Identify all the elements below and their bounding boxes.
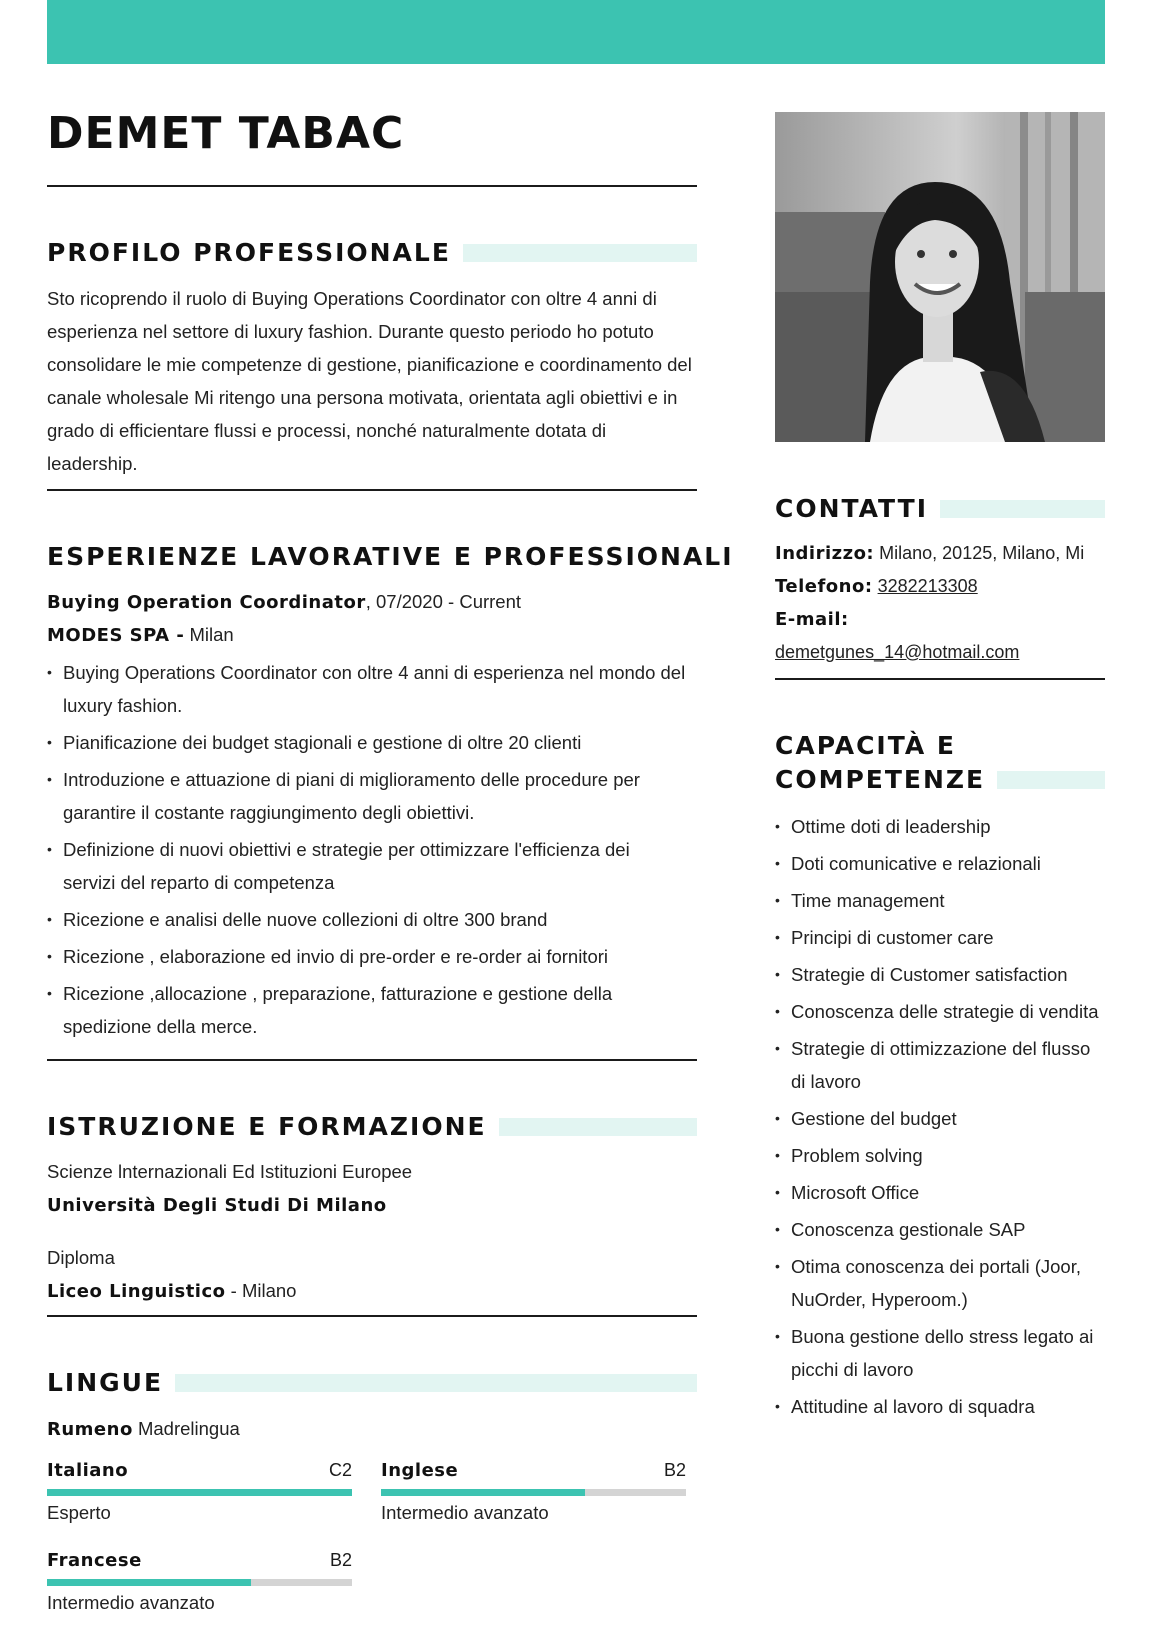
list-item: • Strategie di Customer satisfaction: [775, 958, 1105, 991]
section-title-contacts: [775, 494, 1105, 523]
school-name: Università Degli Studi Di Milano: [47, 1195, 387, 1216]
list-item: • Pianificazione dei budget stagionali e gestione di oltre 20 clienti: [47, 726, 687, 759]
language-name: Francese: [47, 1550, 142, 1571]
education-school: [47, 1188, 387, 1222]
section-stripe: [175, 1374, 697, 1392]
section-stripe: [940, 500, 1105, 518]
list-item: • Conoscenza delle strategie di vendita: [775, 995, 1105, 1028]
school-name: Liceo Linguistico: [47, 1281, 226, 1302]
language-level-fill: [47, 1579, 251, 1586]
contact-phone: [775, 570, 978, 603]
job-period: , 07/2020 - Current: [365, 591, 522, 612]
language-level-bar: [381, 1489, 686, 1496]
candidate-name: DEMET TABAC: [47, 108, 405, 159]
contact-value: Milano, 20125, Milano, Mi: [874, 543, 1085, 563]
list-item: • Problem solving: [775, 1139, 1105, 1172]
language-item: [381, 1460, 686, 1524]
divider: [47, 1059, 697, 1061]
list-item: • Conoscenza gestionale SAP: [775, 1213, 1105, 1246]
school-place: - Milano: [225, 1280, 297, 1301]
language-code: B2: [329, 1550, 352, 1570]
section-label: PROFILO PROFESSIONALE: [47, 238, 463, 267]
portrait-image: [775, 112, 1105, 442]
contact-label: E-mail:: [775, 609, 849, 630]
list-item: • Buona gestione dello stress legato ai picchi di lavoro: [775, 1320, 1105, 1386]
list-item: • Otima conoscenza dei portali (Joor, NuOrder, Hyperoom.): [775, 1250, 1105, 1316]
list-item: • Ricezione e analisi delle nuove collezioni di oltre 300 brand: [47, 903, 687, 936]
native-language-label: Madrelingua: [132, 1418, 240, 1439]
education-school: [47, 1274, 296, 1308]
company-name: MODES SPA -: [47, 625, 185, 646]
job-role: Buying Operation Coordinator: [47, 592, 366, 613]
list-item: • Gestione del budget: [775, 1102, 1105, 1135]
language-level-fill: [381, 1489, 585, 1496]
company-line: [47, 618, 234, 652]
language-level: Intermedio avanzato: [381, 1502, 549, 1523]
list-item: • Doti comunicative e relazionali: [775, 847, 1105, 880]
list-item: • Microsoft Office: [775, 1176, 1105, 1209]
language-level-fill: [47, 1489, 352, 1496]
section-stripe: [499, 1118, 697, 1136]
section-stripe: [997, 771, 1105, 789]
section-title-skills-line1: [775, 731, 1105, 760]
language-name: Italiano: [47, 1460, 129, 1481]
list-item: • Definizione di nuovi obiettivi e strategie per ottimizzare l'efficienza dei servizi del reparto di competenza: [47, 833, 687, 899]
divider: [775, 678, 1105, 680]
profile-text: Sto ricoprendo il ruolo di Buying Operations Coordinator con oltre 4 anni di esperienza nel settore di luxury fashion. Durante questo periodo ho potuto consolidare le mie competenze di gestione, pianificazione e coordinamento del canale wholesale Mi ritengo una persona motivata, orientata agli obiettivi e in grado di efficientare flussi e processi, nonché naturalmente dotata di leadership.: [47, 288, 692, 474]
list-item: • Time management: [775, 884, 1105, 917]
contact-label: Indirizzo:: [775, 543, 875, 564]
divider: [47, 185, 697, 187]
language-name: Inglese: [381, 1460, 459, 1481]
list-item: • Buying Operations Coordinator con oltre 4 anni di esperienza nel mondo del luxury fashion.: [47, 656, 687, 722]
native-language: [47, 1412, 240, 1446]
divider: [47, 489, 697, 491]
list-item: • Ricezione ,allocazione , preparazione, fatturazione e gestione della spedizione della merce.: [47, 977, 687, 1043]
section-title-experience: [47, 542, 734, 571]
list-item: • Principi di customer care: [775, 921, 1105, 954]
contact-email-label: [775, 603, 849, 636]
section-label: CAPACITÀ E: [775, 731, 968, 760]
list-item: • Ricezione , elaborazione ed invio di pre-order e re-order ai fornitori: [47, 940, 687, 973]
language-level-bar: [47, 1489, 352, 1496]
section-title-languages: [47, 1368, 697, 1397]
company-location: Milan: [184, 624, 234, 645]
divider: [47, 1315, 697, 1317]
header-accent-bar: [47, 0, 1105, 64]
section-title-skills-line2: [775, 765, 1105, 794]
native-language-name: Rumeno: [47, 1419, 133, 1440]
contact-label: Telefono:: [775, 576, 873, 597]
list-item: • Introduzione e attuazione di piani di miglioramento delle procedure per garantire il costante raggiungimento degli obiettivi.: [47, 763, 687, 829]
section-title-education: [47, 1112, 697, 1141]
profile-photo: [775, 112, 1105, 442]
contact-address: [775, 537, 1084, 570]
section-stripe: [463, 244, 697, 262]
job-title-line: [47, 585, 521, 619]
language-level: Esperto: [47, 1502, 111, 1523]
list-item: • Strategie di ottimizzazione del flusso di lavoro: [775, 1032, 1105, 1098]
education-degree: Scienze lnternazionali Ed Istituzioni Europee: [47, 1161, 413, 1182]
email-link[interactable]: demetgunes_14@hotmail.com: [775, 642, 1020, 662]
list-item: • Ottime doti di leadership: [775, 810, 1105, 843]
phone-link[interactable]: 3282213308: [877, 576, 978, 596]
language-level: Intermedio avanzato: [47, 1592, 215, 1613]
language-item: [47, 1460, 352, 1524]
skills-list: [775, 810, 1105, 1427]
list-item: • Attitudine al lavoro di squadra: [775, 1390, 1105, 1423]
contact-email: [775, 636, 1019, 669]
section-label: ISTRUZIONE E FORMAZIONE: [47, 1112, 499, 1141]
section-label: LINGUE: [47, 1368, 175, 1397]
language-item: [47, 1550, 352, 1614]
language-code: C2: [328, 1460, 352, 1480]
education-degree: Diploma: [47, 1247, 115, 1268]
section-label: COMPETENZE: [775, 765, 997, 794]
section-label: CONTATTI: [775, 494, 940, 523]
section-title-profile: [47, 238, 697, 267]
experience-bullets: [47, 656, 687, 1047]
language-level-bar: [47, 1579, 352, 1586]
section-label: ESPERIENZE LAVORATIVE E PROFESSIONALI: [47, 542, 746, 571]
language-code: B2: [663, 1460, 686, 1480]
